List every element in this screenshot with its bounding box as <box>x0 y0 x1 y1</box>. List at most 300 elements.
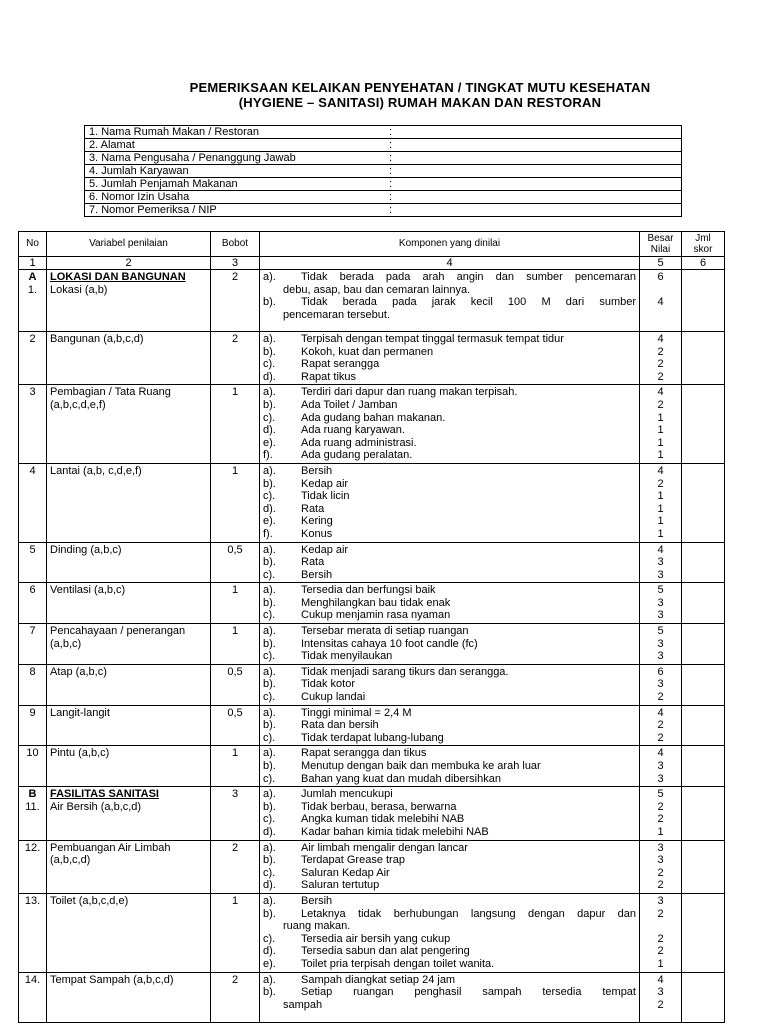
value-cell <box>640 385 682 464</box>
variable-cell <box>47 972 211 1022</box>
table-row <box>19 332 725 385</box>
component-text: Sampah diangkat setiap 24 jam <box>301 973 456 986</box>
component-item <box>263 678 636 691</box>
colnum-5: 5 <box>640 257 682 270</box>
info-value: : <box>385 139 682 152</box>
nilai-value: 4 <box>657 543 664 556</box>
table-row <box>19 972 725 1022</box>
component-label: b). <box>263 907 276 920</box>
component-text: Kedap air <box>301 477 349 490</box>
component-text: Menutup dengan baik dan membuka ke arah luar <box>301 760 541 772</box>
component-item <box>263 437 636 450</box>
nilai-value: 2 <box>657 998 664 1011</box>
value-cell <box>640 270 682 332</box>
component-item <box>263 707 636 720</box>
bobot-value: 0,5 <box>211 664 260 705</box>
component-item <box>263 371 636 384</box>
component-cell <box>260 270 640 332</box>
skor-cell[interactable] <box>682 542 725 583</box>
info-value: : <box>385 126 682 139</box>
component-text: Terdapat Grease trap <box>301 854 405 867</box>
component-text: Tidak menyilaukan <box>301 650 393 663</box>
skor-cell[interactable] <box>682 705 725 746</box>
component-label: b). <box>263 477 276 490</box>
component-label: a). <box>263 271 276 283</box>
row-number <box>19 463 47 542</box>
nilai-value: 2 <box>657 731 664 744</box>
component-cell <box>260 972 640 1022</box>
component-text: Ada ruang karyawan. <box>301 424 405 437</box>
establishment-info-table <box>84 125 682 217</box>
component-label: a). <box>263 788 276 801</box>
component-label: c). <box>263 866 276 879</box>
nilai-value: 1 <box>657 436 664 449</box>
bobot-value: 1 <box>211 385 260 464</box>
component-label: d). <box>263 424 276 437</box>
component-text: Rapat serangga dan tikus <box>301 747 427 760</box>
component-cell <box>260 840 640 893</box>
row-number <box>19 840 47 893</box>
header-nilai-line1: Besar <box>647 233 674 244</box>
colnum-3: 3 <box>211 257 260 270</box>
component-item <box>263 958 636 971</box>
nilai-value: 2 <box>657 800 664 813</box>
component-item <box>263 974 636 987</box>
nilai-value: 3 <box>657 760 664 772</box>
component-text: Menghilangkan bau tidak enak <box>301 596 451 609</box>
nilai-value: 2 <box>657 879 664 892</box>
header-skor <box>682 232 725 257</box>
bobot-value: 0,5 <box>211 542 260 583</box>
component-item <box>263 490 636 503</box>
info-label: 5. Jumlah Penjamah Makanan <box>85 178 386 191</box>
info-value: : <box>385 191 682 204</box>
row-number-text: 3 <box>29 386 36 399</box>
component-text: Toilet pria terpisah dengan toilet wanita. <box>301 957 495 970</box>
component-label: c). <box>263 609 276 622</box>
skor-cell[interactable] <box>682 972 725 1022</box>
table-row <box>19 463 725 542</box>
row-number-text: 8 <box>29 665 36 678</box>
document-title-line2: (HYGIENE – SANITASI) RUMAH MAKAN DAN RESTORAN <box>238 95 602 110</box>
value-cell <box>640 463 682 542</box>
component-text: Tersedia dan berfungsi baik <box>301 584 436 597</box>
info-row <box>85 126 682 139</box>
component-label: b). <box>263 678 276 691</box>
row-number-text: 13. <box>24 894 41 907</box>
variable-cell <box>47 787 211 840</box>
row-number <box>19 893 47 972</box>
component-item <box>263 691 636 704</box>
colnum-6: 6 <box>682 257 725 270</box>
bobot-value: 0,5 <box>211 705 260 746</box>
component-item <box>263 386 636 399</box>
component-label: e). <box>263 436 276 449</box>
nilai-value: 1 <box>657 411 664 424</box>
value-cell <box>640 583 682 624</box>
component-text: Terdiri dari dapur dan ruang makan terpisah. <box>301 386 518 399</box>
component-item <box>263 813 636 826</box>
info-row <box>85 165 682 178</box>
bobot-value: 2 <box>211 332 260 385</box>
component-item <box>263 760 636 773</box>
variable-text: Pembagian / Tata Ruang <box>50 386 171 399</box>
row-number-text: 6 <box>29 584 36 597</box>
component-text: Kedap air <box>301 543 349 556</box>
variable-text: Toilet (a,b,c,d,e) <box>50 894 129 907</box>
component-text: Terpisah dengan tempat tinggal termasuk tempat tidur <box>301 333 564 345</box>
nilai-value: 5 <box>657 788 664 801</box>
component-label: b). <box>263 760 276 772</box>
header-bobot: Bobot <box>211 232 260 257</box>
component-item <box>263 424 636 437</box>
nilai-value: 3 <box>657 568 664 581</box>
component-text: Jumlah mencukupi <box>301 788 393 801</box>
component-label: a). <box>263 894 276 907</box>
variable-cell <box>47 583 211 624</box>
row-number <box>19 542 47 583</box>
component-text: Rata <box>301 556 325 569</box>
component-text: Bersih <box>301 464 333 477</box>
info-value: : <box>385 204 682 217</box>
row-number-text: 12. <box>24 841 41 854</box>
component-cell <box>260 332 640 385</box>
variable-text: (a,b,c) <box>50 637 82 650</box>
component-item <box>263 826 636 839</box>
component-item <box>263 478 636 491</box>
nilai-value: 2 <box>657 370 664 383</box>
component-text: Tidak menjadi sarang tikurs dan serangga. <box>301 665 509 678</box>
component-item <box>263 358 636 371</box>
component-text: Konus <box>301 527 333 540</box>
component-label: d). <box>263 370 276 383</box>
component-cell <box>260 705 640 746</box>
info-label: 4. Jumlah Karyawan <box>85 165 386 178</box>
component-text: Tidak licin <box>301 490 350 503</box>
nilai-value: 4 <box>657 706 664 719</box>
section-title: LOKASI DAN BANGUNAN <box>50 271 186 283</box>
component-item <box>263 895 636 908</box>
header-variabel: Variabel penilaian <box>47 232 211 257</box>
row-number-text: 9 <box>29 706 36 719</box>
row-number-text: 7 <box>29 625 36 638</box>
component-item <box>263 556 636 569</box>
component-cell <box>260 624 640 665</box>
component-label: d). <box>263 879 276 892</box>
component-label: b). <box>263 986 276 999</box>
component-cell <box>260 746 640 787</box>
info-row <box>85 204 682 217</box>
nilai-value: 3 <box>657 678 664 691</box>
component-label: c). <box>263 813 276 826</box>
component-text: Ada gudang bahan makanan. <box>301 411 446 424</box>
nilai-value: 1 <box>657 957 664 970</box>
component-item <box>263 503 636 516</box>
variable-cell <box>47 270 211 332</box>
table-row <box>19 746 725 787</box>
variable-text: Dinding (a,b,c) <box>50 543 122 556</box>
bobot-value: 1 <box>211 583 260 624</box>
table-row <box>19 840 725 893</box>
nilai-value: 2 <box>657 945 664 958</box>
info-label: 1. Nama Rumah Makan / Restoran <box>85 126 386 139</box>
variable-text: Lokasi (a,b) <box>50 283 108 296</box>
nilai-value: 3 <box>657 637 664 650</box>
component-cell <box>260 893 640 972</box>
variable-cell <box>47 840 211 893</box>
component-text: Kokoh, kuat dan permanen <box>301 345 434 358</box>
value-cell <box>640 664 682 705</box>
nilai-value: 4 <box>657 386 664 399</box>
component-item <box>263 908 636 921</box>
component-item <box>263 719 636 732</box>
nilai-value: 5 <box>657 625 664 638</box>
variable-cell <box>47 664 211 705</box>
value-cell <box>640 840 682 893</box>
component-item <box>263 399 636 412</box>
component-text: Cukup menjamin rasa nyaman <box>301 609 451 622</box>
component-item <box>263 333 636 346</box>
skor-cell[interactable] <box>682 893 725 972</box>
component-label: f). <box>263 527 273 540</box>
component-text: Tersebar merata di setiap ruangan <box>301 625 469 638</box>
component-label: a). <box>263 706 276 719</box>
variable-cell <box>47 385 211 464</box>
skor-cell[interactable] <box>682 583 725 624</box>
table-row <box>19 583 725 624</box>
skor-cell[interactable] <box>682 664 725 705</box>
row-number-text: 11. <box>25 800 40 813</box>
component-text: Saluran tertutup <box>301 879 380 892</box>
component-text: Kadar bahan kimia tidak melebihi NAB <box>301 825 489 838</box>
nilai-value: 2 <box>657 932 664 945</box>
component-item <box>263 788 636 801</box>
row-number <box>19 787 47 840</box>
component-item <box>263 625 636 638</box>
component-label: c). <box>263 490 276 503</box>
component-text: Tidak kotor <box>301 678 356 691</box>
nilai-value: 2 <box>657 477 664 490</box>
skor-cell[interactable] <box>682 840 725 893</box>
info-row <box>85 178 682 191</box>
row-number-text: 5 <box>29 543 36 556</box>
component-label: b). <box>263 296 276 309</box>
value-cell <box>640 624 682 665</box>
component-item <box>263 773 636 786</box>
component-item <box>263 801 636 814</box>
variable-cell <box>47 624 211 665</box>
row-number-text: 1. <box>27 283 38 296</box>
table-row <box>19 705 725 746</box>
skor-cell[interactable] <box>682 463 725 542</box>
variable-text: Atap (a,b,c) <box>50 665 107 678</box>
component-label: b). <box>263 637 276 650</box>
component-text: Kering <box>301 515 333 528</box>
nilai-spacer <box>643 309 678 322</box>
skor-cell[interactable] <box>682 385 725 464</box>
component-label: d). <box>263 502 276 515</box>
component-label: c). <box>263 650 276 663</box>
variable-text: Pencahayaan / penerangan <box>50 625 186 638</box>
component-label: c). <box>263 691 276 704</box>
component-label: a). <box>263 584 276 597</box>
document-title-line1: PEMERIKSAAN KELAIKAN PENYEHATAN / TINGKAT MUTU KESEHATAN <box>189 80 651 95</box>
nilai-value: 3 <box>657 841 664 854</box>
skor-cell[interactable] <box>682 624 725 665</box>
value-cell <box>640 893 682 972</box>
nilai-value: 1 <box>657 515 664 528</box>
component-label: a). <box>263 973 276 986</box>
variable-text: (a,b,c,d,e,f) <box>50 398 106 411</box>
row-number <box>19 270 47 332</box>
header-nilai <box>640 232 682 257</box>
component-text: Ada gudang peralatan. <box>301 449 413 462</box>
variable-cell <box>47 542 211 583</box>
table-row <box>19 270 725 332</box>
component-item <box>263 449 636 462</box>
variable-text: (a,b,c,d) <box>50 854 91 867</box>
skor-cell[interactable] <box>682 746 725 787</box>
component-text: Tidak berbau, berasa, berwarna <box>301 800 457 813</box>
component-item <box>263 867 636 880</box>
table-row <box>19 624 725 665</box>
table-header-row <box>19 232 725 257</box>
info-label: 3. Nama Pengusaha / Penanggung Jawab <box>85 152 386 165</box>
nilai-value: 1 <box>657 490 664 503</box>
row-number-text: 10 <box>26 747 39 760</box>
nilai-value: 3 <box>657 986 664 999</box>
header-no: No <box>19 232 47 257</box>
row-number-text: 4 <box>29 464 36 477</box>
info-label: 2. Alamat <box>85 139 386 152</box>
skor-cell[interactable] <box>682 787 725 840</box>
component-label: f). <box>263 449 273 462</box>
nilai-value: 4 <box>657 333 664 345</box>
table-row <box>19 664 725 705</box>
component-item <box>263 945 636 958</box>
nilai-value: 3 <box>657 609 664 622</box>
component-item <box>263 528 636 541</box>
component-text: Tersedia sabun dan alat pengering <box>301 945 470 958</box>
row-number <box>19 705 47 746</box>
bobot-value: 3 <box>211 787 260 840</box>
variable-text: Lantai (a,b, c,d,e,f) <box>50 464 142 477</box>
nilai-value: 1 <box>657 449 664 462</box>
row-number-text: 2 <box>29 333 36 345</box>
component-item <box>263 544 636 557</box>
component-label: b). <box>263 345 276 358</box>
component-item <box>263 650 636 663</box>
component-label: b). <box>263 719 276 732</box>
component-text: Setiap ruangan penghasil sampah tersedia tempat <box>301 986 636 999</box>
info-row <box>85 152 682 165</box>
row-number <box>19 332 47 385</box>
component-label: c). <box>263 358 276 371</box>
nilai-value: 3 <box>657 772 664 785</box>
component-item <box>263 296 636 309</box>
component-label: a). <box>263 464 276 477</box>
variable-text: Pintu (a,b,c) <box>50 747 110 760</box>
section-title: FASILITAS SANITASI <box>50 788 159 801</box>
nilai-value: 1 <box>657 424 664 437</box>
component-item <box>263 732 636 745</box>
nilai-value: 2 <box>657 866 664 879</box>
colnum-4: 4 <box>260 257 640 270</box>
component-item <box>263 986 636 999</box>
component-label: b). <box>263 800 276 813</box>
row-number <box>19 624 47 665</box>
component-text: Rata <box>301 502 325 515</box>
bobot-value: 1 <box>211 893 260 972</box>
component-text: Tersedia air bersih yang cukup <box>301 932 451 945</box>
component-item <box>263 842 636 855</box>
component-label: b). <box>263 854 276 867</box>
info-label: 6. Nomor Izin Usaha <box>85 191 386 204</box>
variable-cell <box>47 705 211 746</box>
info-row <box>85 139 682 152</box>
nilai-value: 2 <box>657 907 664 920</box>
header-skor-line1: Jml <box>695 233 711 244</box>
component-item <box>263 569 636 582</box>
component-text-cont: sampah <box>283 998 323 1011</box>
component-text: Air limbah mengalir dengan lancar <box>301 841 468 854</box>
header-nilai-line2: Nilai <box>650 244 671 255</box>
component-text: Letaknya tidak berhubungan langsung dengan dapur dan <box>301 907 636 920</box>
nilai-value: 1 <box>657 527 664 540</box>
component-text-cont: ruang makan. <box>283 920 351 933</box>
header-skor-line2: skor <box>693 244 713 255</box>
component-label: a). <box>263 333 276 345</box>
component-text: Rapat serangga <box>301 358 380 371</box>
row-number <box>19 664 47 705</box>
component-label: a). <box>263 747 276 760</box>
colnum-2: 2 <box>47 257 211 270</box>
nilai-value: 2 <box>657 398 664 411</box>
component-item <box>263 465 636 478</box>
variable-text: Air Bersih (a,b,c,d) <box>50 800 142 813</box>
component-text: Intensitas cahaya 10 foot candle (fc) <box>301 637 478 650</box>
component-label: c). <box>263 731 276 744</box>
component-cell <box>260 385 640 464</box>
skor-cell[interactable] <box>682 270 725 332</box>
component-label: b). <box>263 596 276 609</box>
component-cell <box>260 787 640 840</box>
bobot-value: 1 <box>211 624 260 665</box>
table-row <box>19 787 725 840</box>
component-item <box>263 584 636 597</box>
component-text-cont: pencemaran tersebut. <box>283 308 391 321</box>
component-item <box>263 854 636 867</box>
component-item <box>263 346 636 359</box>
component-cell <box>260 664 640 705</box>
row-number <box>19 972 47 1022</box>
nilai-value: 2 <box>657 813 664 826</box>
variable-cell <box>47 332 211 385</box>
assessment-table <box>18 231 725 1023</box>
section-letter: A <box>28 271 37 283</box>
component-label: e). <box>263 515 276 528</box>
variable-text: Pembuangan Air Limbah <box>50 841 171 854</box>
skor-cell[interactable] <box>682 332 725 385</box>
component-label: a). <box>263 543 276 556</box>
bobot-value: 2 <box>211 840 260 893</box>
component-item <box>263 412 636 425</box>
component-text: Tidak berada pada arah angin dan sumber pencemaran <box>301 271 636 283</box>
info-value: : <box>385 165 682 178</box>
variable-cell <box>47 893 211 972</box>
variable-cell <box>47 746 211 787</box>
header-komponen: Komponen yang dinilai <box>260 232 640 257</box>
